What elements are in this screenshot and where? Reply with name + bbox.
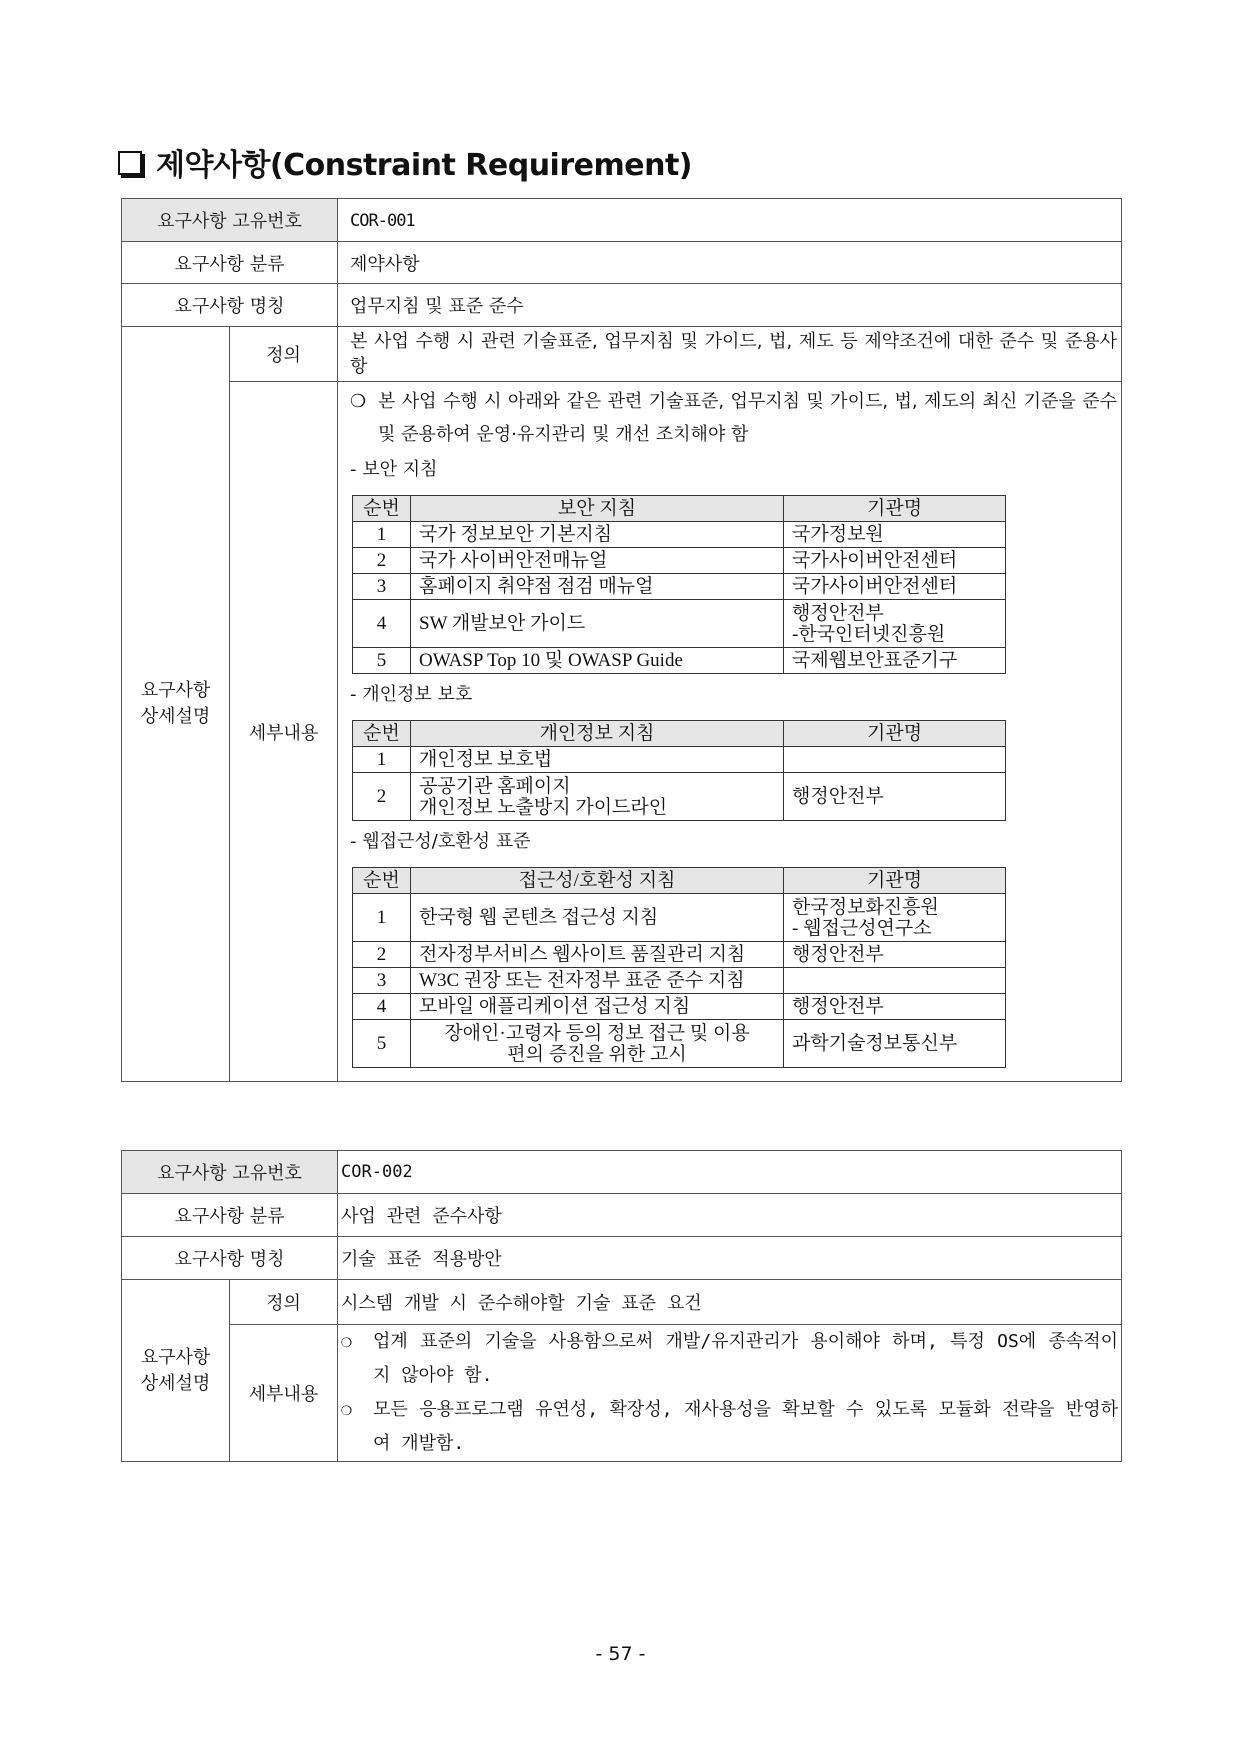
category-label: 요구사항 분류 [122,242,338,284]
content-bullet [350,385,1117,451]
table-cell: W3C 권장 또는 전자정부 표준 준수 지침 [411,968,784,994]
table-cell: 국가정보원 [784,522,1006,548]
table-cell: 모바일 애플리케이션 접근성 지침 [411,994,784,1020]
accessibility-heading: - 웹접근성/호환성 표준 [350,831,531,852]
accessibility-table [352,867,1006,1068]
table-cell: 한국정보화진흥원 - 웹접근성연구소 [784,894,1006,942]
id-label: 요구사항 고유번호 [122,1151,338,1194]
table-cell: 홈페이지 취약점 점검 매뉴얼 [411,574,784,600]
table-cell: 5 [353,1020,411,1068]
table-row [353,747,1006,773]
table-cell: 장애인·고령자 등의 정보 접근 및 이용 편의 증진을 위한 고시 [411,1020,784,1068]
content-bullet-text: 본 사업 수행 시 아래와 같은 관련 기술표준, 업무지침 및 가이드, 법, 제도의 최신 기준을 준수 및 준용하여 운영·유지관리 및 개선 조치해야 함 [378,391,1118,445]
table-cell: 행정안전부 [784,942,1006,968]
content-bullet-text: 업계 표준의 기술을 사용함으로써 개발/유지관리가 용이해야 하며, 특정 OS에 종속적이지 않아야 함. [373,1331,1119,1386]
definition-value: 본 사업 수행 시 관련 기술표준, 업무지침 및 가이드, 법, 제도 등 제약조건에 대한 준수 및 준용사항 [338,327,1122,382]
table-cell: 3 [353,574,411,600]
requirement-table-cor-002 [121,1150,1122,1462]
table-cell: 개인정보 보호법 [411,747,784,773]
table-header: 기관명 [784,868,1006,894]
table-cell: SW 개발보안 가이드 [411,600,784,648]
table-row [353,994,1006,1020]
circle-bullet-icon: ❍ [341,1399,352,1420]
table-cell: 1 [353,522,411,548]
table-row [353,522,1006,548]
circle-bullet-icon: ❍ [341,1331,352,1352]
content-bullet [341,1393,1118,1461]
table-row [353,548,1006,574]
category-value: 사업 관련 준수사항 [338,1194,1122,1237]
name-value: 기술 표준 적용방안 [338,1237,1122,1280]
name-label: 요구사항 명칭 [122,284,338,327]
circle-bullet-icon: ❍ [350,391,367,412]
table-cell: 2 [353,942,411,968]
table-row [353,773,1006,821]
table-cell: 1 [353,894,411,942]
table-cell: 5 [353,648,411,674]
table-cell: 전자정부서비스 웹사이트 품질관리 지침 [411,942,784,968]
content-bullet-text: 모든 응용프로그램 유연성, 확장성, 재사용성을 확보할 수 있도록 모듈화 전략을 반영하여 개발함. [373,1399,1119,1454]
table-cell: 국가사이버안전센터 [784,574,1006,600]
category-label: 요구사항 분류 [122,1194,338,1237]
table-cell: 2 [353,548,411,574]
content-value [338,1325,1122,1462]
requirement-table-cor-001 [121,198,1122,1082]
id-value: COR-001 [338,199,1122,242]
category-value: 제약사항 [338,242,1122,284]
table-cell [784,968,1006,994]
table-cell: 한국형 웹 콘텐츠 접근성 지침 [411,894,784,942]
table-cell: 행정안전부 [784,773,1006,821]
page-number: - 57 - [595,1643,646,1665]
detail-label: 요구사항 상세설명 [122,1280,230,1462]
table-cell: 행정안전부 [784,994,1006,1020]
definition-label: 정의 [230,1280,338,1325]
table-row [353,894,1006,942]
table-row [353,600,1006,648]
table-cell [784,747,1006,773]
section-title-text: 제약사항(Constraint Requirement) [156,148,692,183]
table-row [353,1020,1006,1068]
privacy-heading: - 개인정보 보호 [350,684,473,705]
content-value [338,382,1122,1082]
table-row [353,574,1006,600]
table-header: 순번 [353,496,411,522]
table-row [353,942,1006,968]
table-cell: 국제웹보안표준기구 [784,648,1006,674]
table-row [353,968,1006,994]
table-header: 순번 [353,868,411,894]
definition-label: 정의 [230,327,338,382]
table-cell: 국가 사이버안전매뉴얼 [411,548,784,574]
table-header: 개인정보 지침 [411,721,784,747]
table-header: 기관명 [784,721,1006,747]
table-cell: 4 [353,994,411,1020]
privacy-table [352,720,1006,821]
id-value: COR-002 [338,1151,1122,1194]
table-header: 기관명 [784,496,1006,522]
checkbox-square-icon [118,151,142,175]
table-cell: 과학기술정보통신부 [784,1020,1006,1068]
table-row [353,648,1006,674]
content-bullet [341,1325,1118,1393]
table-header: 순번 [353,721,411,747]
detail-label: 요구사항 상세설명 [122,327,230,1082]
content-label: 세부내용 [230,382,338,1082]
id-label: 요구사항 고유번호 [122,199,338,242]
section-title [118,140,692,184]
table-cell: 국가사이버안전센터 [784,548,1006,574]
table-cell: 3 [353,968,411,994]
content-label: 세부내용 [230,1325,338,1462]
security-table [352,495,1006,674]
table-cell: OWASP Top 10 및 OWASP Guide [411,648,784,674]
definition-value: 시스템 개발 시 준수해야할 기술 표준 요건 [338,1280,1122,1325]
table-cell: 4 [353,600,411,648]
table-cell: 행정안전부 -한국인터넷진흥원 [784,600,1006,648]
table-cell: 1 [353,747,411,773]
table-cell: 국가 정보보안 기본지침 [411,522,784,548]
table-header: 보안 지침 [411,496,784,522]
name-value: 업무지침 및 표준 준수 [338,284,1122,327]
name-label: 요구사항 명칭 [122,1237,338,1280]
table-cell: 공공기관 홈페이지 개인정보 노출방지 가이드라인 [411,773,784,821]
security-heading: - 보안 지침 [350,459,438,480]
table-header: 접근성/호환성 지침 [411,868,784,894]
table-cell: 2 [353,773,411,821]
